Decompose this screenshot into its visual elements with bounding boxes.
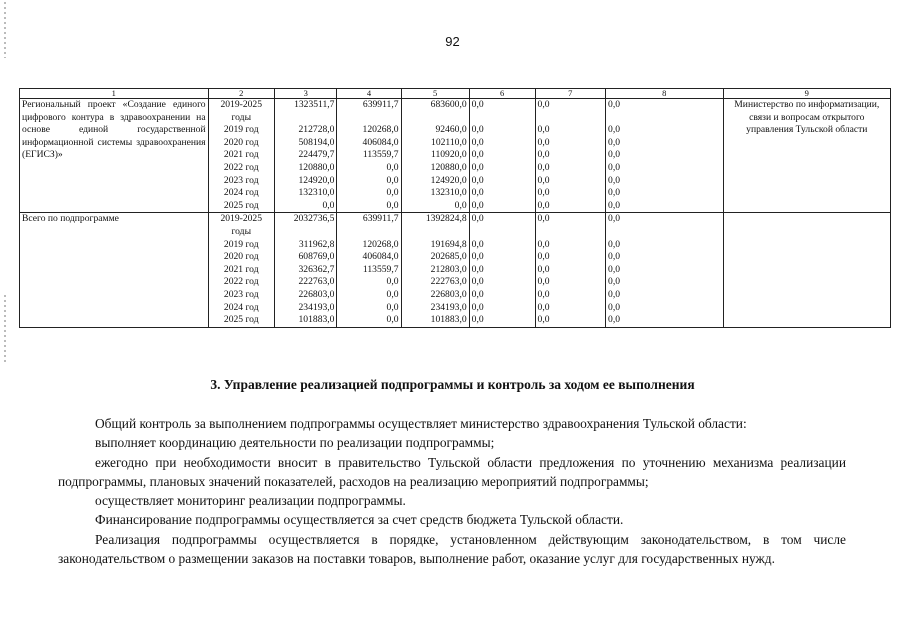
cell-value: 132310,0: [430, 187, 467, 199]
cell-value: 0,0: [471, 288, 484, 300]
cell-value: 0,0: [608, 251, 621, 263]
cell-value: 0,0: [386, 199, 399, 211]
cell-value: 0,0: [471, 213, 484, 225]
cell-value: 0,0: [471, 174, 484, 186]
cell-value: 683600,0: [430, 99, 467, 110]
cell-value: 0,0: [471, 187, 484, 199]
federal-budget-cell: [337, 99, 401, 213]
cell-value: 212803,0: [430, 263, 467, 275]
cell-value: 0,0: [471, 124, 484, 136]
executor-cell: Министерство по информатизации, связи и вопросам открытого управления Тульской области: [723, 99, 890, 213]
cell-value: 0,0: [471, 99, 484, 110]
cell-value: 0,0: [537, 174, 550, 186]
cell-value: 0,0: [608, 99, 621, 110]
cell-value: 120268,0: [362, 238, 399, 250]
cell-value: 101883,0: [298, 314, 335, 326]
cell-value: 92460,0: [435, 124, 467, 136]
cell-value: 0,0: [471, 263, 484, 275]
cell-value: 0,0: [386, 288, 399, 300]
section-body: [58, 414, 846, 568]
column-header: 2: [208, 89, 274, 99]
cell-value: 0,0: [471, 276, 484, 288]
cell-value: [277, 226, 335, 239]
cell-value: 0,0: [471, 161, 484, 173]
column-header: 1: [20, 89, 209, 99]
cell-value: [404, 112, 467, 125]
cell-value: 226803,0: [298, 288, 335, 300]
cell-value: 2021 год: [223, 149, 259, 161]
cell-value: 2020 год: [223, 136, 259, 148]
cell-value: [538, 112, 604, 125]
cell-value: 0,0: [537, 301, 550, 313]
cell-value: 0,0: [608, 174, 621, 186]
other-source-cell: [606, 213, 724, 327]
cell-value: 0,0: [471, 301, 484, 313]
cell-value: 234193,0: [430, 301, 467, 313]
cell-value: 2023 год: [223, 174, 259, 186]
cell-value: 132310,0: [298, 187, 335, 199]
cell-value: 2020 год: [223, 251, 259, 263]
cell-value: 0,0: [608, 161, 621, 173]
cell-value: 222763,0: [298, 276, 335, 288]
cell-value: 0,0: [608, 199, 621, 211]
cell-value: [538, 226, 604, 239]
cell-value: 124920,0: [430, 174, 467, 186]
cell-value: 2025 год: [223, 314, 259, 326]
municipal-budget-cell: [469, 99, 535, 213]
cell-value: 0,0: [608, 263, 621, 275]
cell-value: 0,0: [386, 314, 399, 326]
cell-value: 406084,0: [362, 251, 399, 263]
paragraph: выполняет координацию деятельности по реализации подпрограммы;: [95, 435, 495, 451]
cell-value: 0,0: [386, 276, 399, 288]
table-header-row: [20, 89, 891, 99]
cell-value: 0,0: [537, 161, 550, 173]
cell-value: 222763,0: [430, 276, 467, 288]
cell-value: 1323511,7: [294, 99, 335, 110]
cell-value: 0,0: [471, 199, 484, 211]
cell-value: 0,0: [471, 136, 484, 148]
cell-value: 224479,7: [298, 149, 335, 161]
cell-value: [608, 226, 721, 239]
cell-value: 2019-2025: [220, 213, 263, 225]
row-name-cell: Всего по подпрограмме: [20, 213, 209, 327]
paragraph: осуществляет мониторинг реализации подпрограммы.: [95, 493, 406, 509]
cell-value: 0,0: [608, 213, 621, 225]
paragraph: Реализация подпрограммы осуществляется в порядке, установленном действующим законодательством, в том числе законодательством о размещении заказов на поставки товаров, выполнение работ, оказание услуг для государственных нужд.: [58, 531, 846, 567]
cell-value: 113559,7: [362, 263, 399, 275]
cell-value: 120880,0: [430, 161, 467, 173]
cell-value: 0,0: [537, 276, 550, 288]
executor-cell: [723, 213, 890, 327]
cell-value: 2019-2025: [220, 99, 263, 110]
paragraph: ежегодно при необходимости вносит в правительство Тульской области предложения по уточнению механизма реализации подпрограммы, плановых значений показателей, расходов на реализацию мероприятий подпрограммы;: [58, 454, 846, 489]
cell-value: 639911,7: [362, 213, 399, 225]
cell-value: 2019 год: [223, 124, 259, 136]
cell-value: [472, 226, 533, 239]
cell-value: 639911,7: [362, 99, 399, 110]
cell-value: 0,0: [537, 136, 550, 148]
cell-value: 0,0: [537, 314, 550, 326]
cell-value: 406084,0: [362, 136, 399, 148]
cell-value: 2025 год: [223, 199, 259, 211]
cell-value: 102110,0: [431, 136, 467, 148]
cell-value: 234193,0: [298, 301, 335, 313]
federal-budget-cell: [337, 213, 401, 327]
page-number: 92: [445, 34, 460, 49]
cell-value: 0,0: [537, 199, 550, 211]
years-cell: [208, 99, 274, 213]
cell-value: [277, 112, 335, 125]
cell-value: 326362,7: [298, 263, 335, 275]
cell-value: 120880,0: [298, 161, 335, 173]
cell-value: 0,0: [386, 161, 399, 173]
cell-value: [472, 112, 533, 125]
cell-value: 0,0: [537, 288, 550, 300]
cell-value: 2023 год: [223, 288, 259, 300]
extrabudget-cell: [535, 213, 606, 327]
cell-value: 311962,8: [298, 238, 335, 250]
cell-value: 2024 год: [223, 187, 259, 199]
cell-value: 0,0: [608, 301, 621, 313]
cell-value: 2024 год: [223, 301, 259, 313]
municipal-budget-cell: [469, 213, 535, 327]
budget-table: [19, 88, 891, 328]
column-header: 5: [401, 89, 469, 99]
cell-value: 226803,0: [430, 288, 467, 300]
cell-value: 2021 год: [223, 263, 259, 275]
other-source-cell: [606, 99, 724, 213]
cell-value: 120268,0: [362, 124, 399, 136]
cell-value: 101883,0: [430, 314, 467, 326]
cell-value: 0,0: [608, 136, 621, 148]
cell-value: 0,0: [608, 238, 621, 250]
cell-value: 2022 год: [223, 276, 259, 288]
cell-value: 0,0: [608, 314, 621, 326]
cell-value: 0,0: [608, 276, 621, 288]
cell-value: годы: [231, 225, 252, 237]
column-header: 3: [274, 89, 337, 99]
cell-value: 2022 год: [223, 161, 259, 173]
column-header: 6: [469, 89, 535, 99]
cell-value: 2019 год: [223, 238, 259, 250]
cell-value: 0,0: [471, 149, 484, 161]
cell-value: 0,0: [608, 149, 621, 161]
cell-value: годы: [231, 111, 252, 123]
cell-value: 212728,0: [298, 124, 335, 136]
cell-value: 0,0: [537, 238, 550, 250]
cell-value: 0,0: [386, 174, 399, 186]
cell-value: 0,0: [386, 301, 399, 313]
table-row: [20, 99, 891, 213]
cell-value: 0,0: [537, 124, 550, 136]
cell-value: 0,0: [386, 187, 399, 199]
cell-value: 113559,7: [362, 149, 399, 161]
cell-value: 0,0: [471, 251, 484, 263]
cell-value: 608769,0: [298, 251, 335, 263]
cell-value: [339, 112, 398, 125]
cell-value: 0,0: [322, 199, 335, 211]
cell-value: 0,0: [537, 149, 550, 161]
scan-edge-mark: [4, 295, 6, 365]
column-header: 9: [723, 89, 890, 99]
cell-value: 0,0: [537, 213, 550, 225]
row-name-cell: Региональный проект «Создание единого цифрового контура в здравоохранении на основе единой государственной информационной системы здравоохранения (ЕГИСЗ)»: [20, 99, 209, 213]
total-cell: [274, 213, 337, 327]
cell-value: 0,0: [537, 187, 550, 199]
cell-value: 0,0: [471, 314, 484, 326]
cell-value: 0,0: [608, 187, 621, 199]
paragraph: Финансирование подпрограммы осуществляется за счет средств бюджета Тульской области.: [95, 512, 624, 528]
cell-value: 0,0: [454, 199, 467, 211]
section-title: 3. Управление реализацией подпрограммы и контроль за ходом ее выполнения: [210, 377, 695, 392]
cell-value: 110920,0: [431, 149, 467, 161]
total-cell: [274, 99, 337, 213]
cell-value: 508194,0: [298, 136, 335, 148]
cell-value: 124920,0: [298, 174, 335, 186]
cell-value: 202685,0: [430, 251, 467, 263]
column-header: 8: [606, 89, 724, 99]
paragraph: Общий контроль за выполнением подпрограммы осуществляет министерство здравоохранения Тульской области:: [95, 416, 747, 431]
extrabudget-cell: [535, 99, 606, 213]
cell-value: [339, 226, 398, 239]
cell-value: 2032736,5: [293, 213, 335, 225]
cell-value: 191694,8: [430, 238, 467, 250]
cell-value: 0,0: [608, 124, 621, 136]
cell-value: 0,0: [608, 288, 621, 300]
cell-value: 0,0: [537, 251, 550, 263]
column-header: 4: [337, 89, 401, 99]
years-cell: [208, 213, 274, 327]
regional-budget-cell: [401, 213, 469, 327]
cell-value: 1392824,8: [425, 213, 467, 225]
cell-value: 0,0: [471, 238, 484, 250]
column-header: 7: [535, 89, 606, 99]
cell-value: [404, 226, 467, 239]
cell-value: 0,0: [537, 99, 550, 110]
scan-edge-mark: [4, 2, 6, 58]
cell-value: [608, 112, 721, 125]
table-row: [20, 213, 891, 327]
regional-budget-cell: [401, 99, 469, 213]
cell-value: 0,0: [537, 263, 550, 275]
